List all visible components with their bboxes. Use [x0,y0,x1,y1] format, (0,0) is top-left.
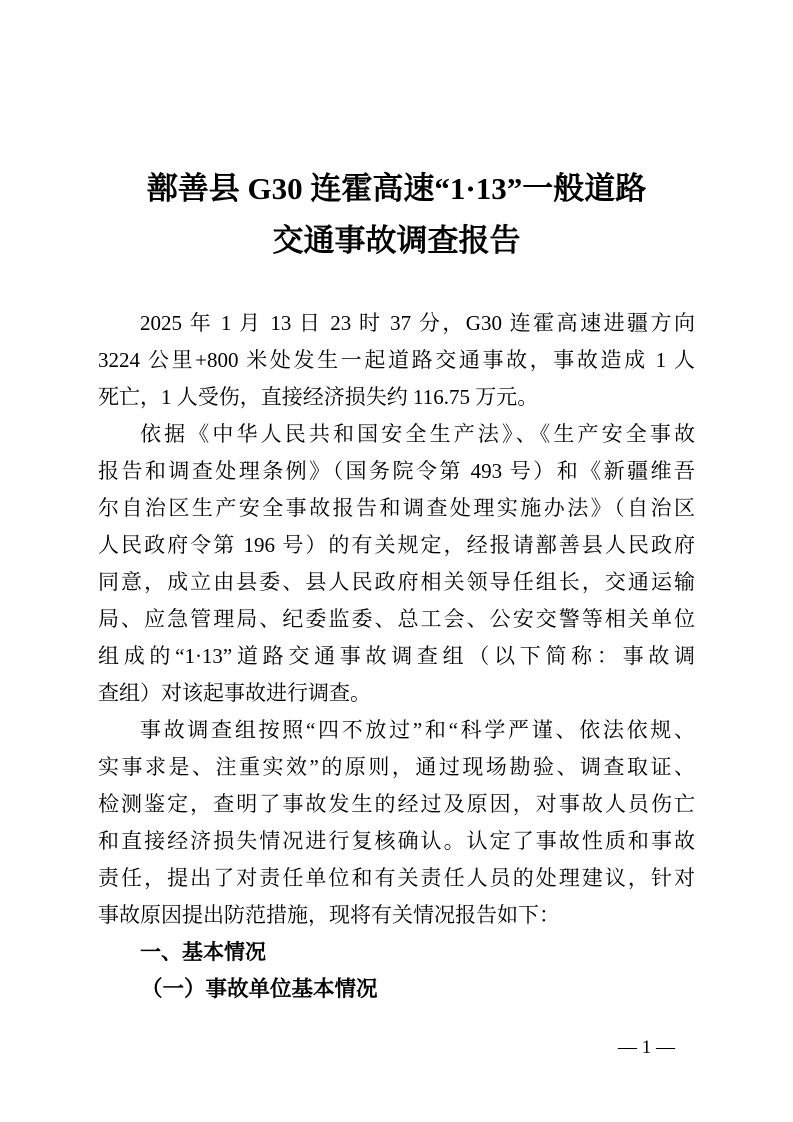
document-title-line1: 鄯善县 G30 连霍高速“1·13”一般道路 [146,171,647,206]
body-line: 和直接经济损失情况进行复核确认。认定了事故性质和事故 [98,829,695,853]
body-line: 人民政府令第 196 号）的有关规定，经报请鄯善县人民政府 [98,533,695,557]
body-line: 报告和调查处理条例》（国务院令第 493 号）和《新疆维吾 [98,459,695,483]
document-title-line2: 交通事故调查报告 [272,223,521,258]
section-heading-basic-info: 一、基本情况 [140,941,266,964]
document-body [98,305,695,1008]
document-title [98,163,695,267]
body-line: 责任，提出了对责任单位和有关责任人员的处理建议，针对 [98,866,695,890]
body-line: 依据《中华人民共和国安全生产法》、《生产安全事故 [140,422,695,446]
page-number: — 1 — [618,1037,675,1058]
body-line: 查组）对该起事故进行调查。 [98,681,371,705]
body-line: 事故调查组按照“四不放过”和“科学严谨、依法依规、 [140,718,695,742]
body-line: 组成的“1·13”道路交通事故调查组（以下简称：事故调 [98,644,695,668]
body-line: 3224 公里+800 米处发生一起道路交通事故，事故造成 1 人 [98,348,695,372]
body-line: 2025 年 1 月 13 日 23 时 37 分，G30 连霍高速进疆方向 [140,311,695,335]
body-line: 尔自治区生产安全事故报告和调查处理实施办法》（自治区 [98,496,695,520]
body-line: 死亡，1 人受伤，直接经济损失约 116.75 万元。 [98,385,539,409]
body-line: 检测鉴定，查明了事故发生的经过及原因，对事故人员伤亡 [98,792,695,816]
body-line: 同意，成立由县委、县人民政府相关领导任组长，交通运输 [98,570,695,594]
body-line: 事故原因提出防范措施，现将有关情况报告如下： [98,903,560,927]
body-line: 局、应急管理局、纪委监委、总工会、公安交警等相关单位 [98,607,695,631]
subsection-heading-unit-info: （一）事故单位基本情况 [141,977,378,1001]
body-line: 实事求是、注重实效”的原则，通过现场勘验、调查取证、 [98,755,695,779]
